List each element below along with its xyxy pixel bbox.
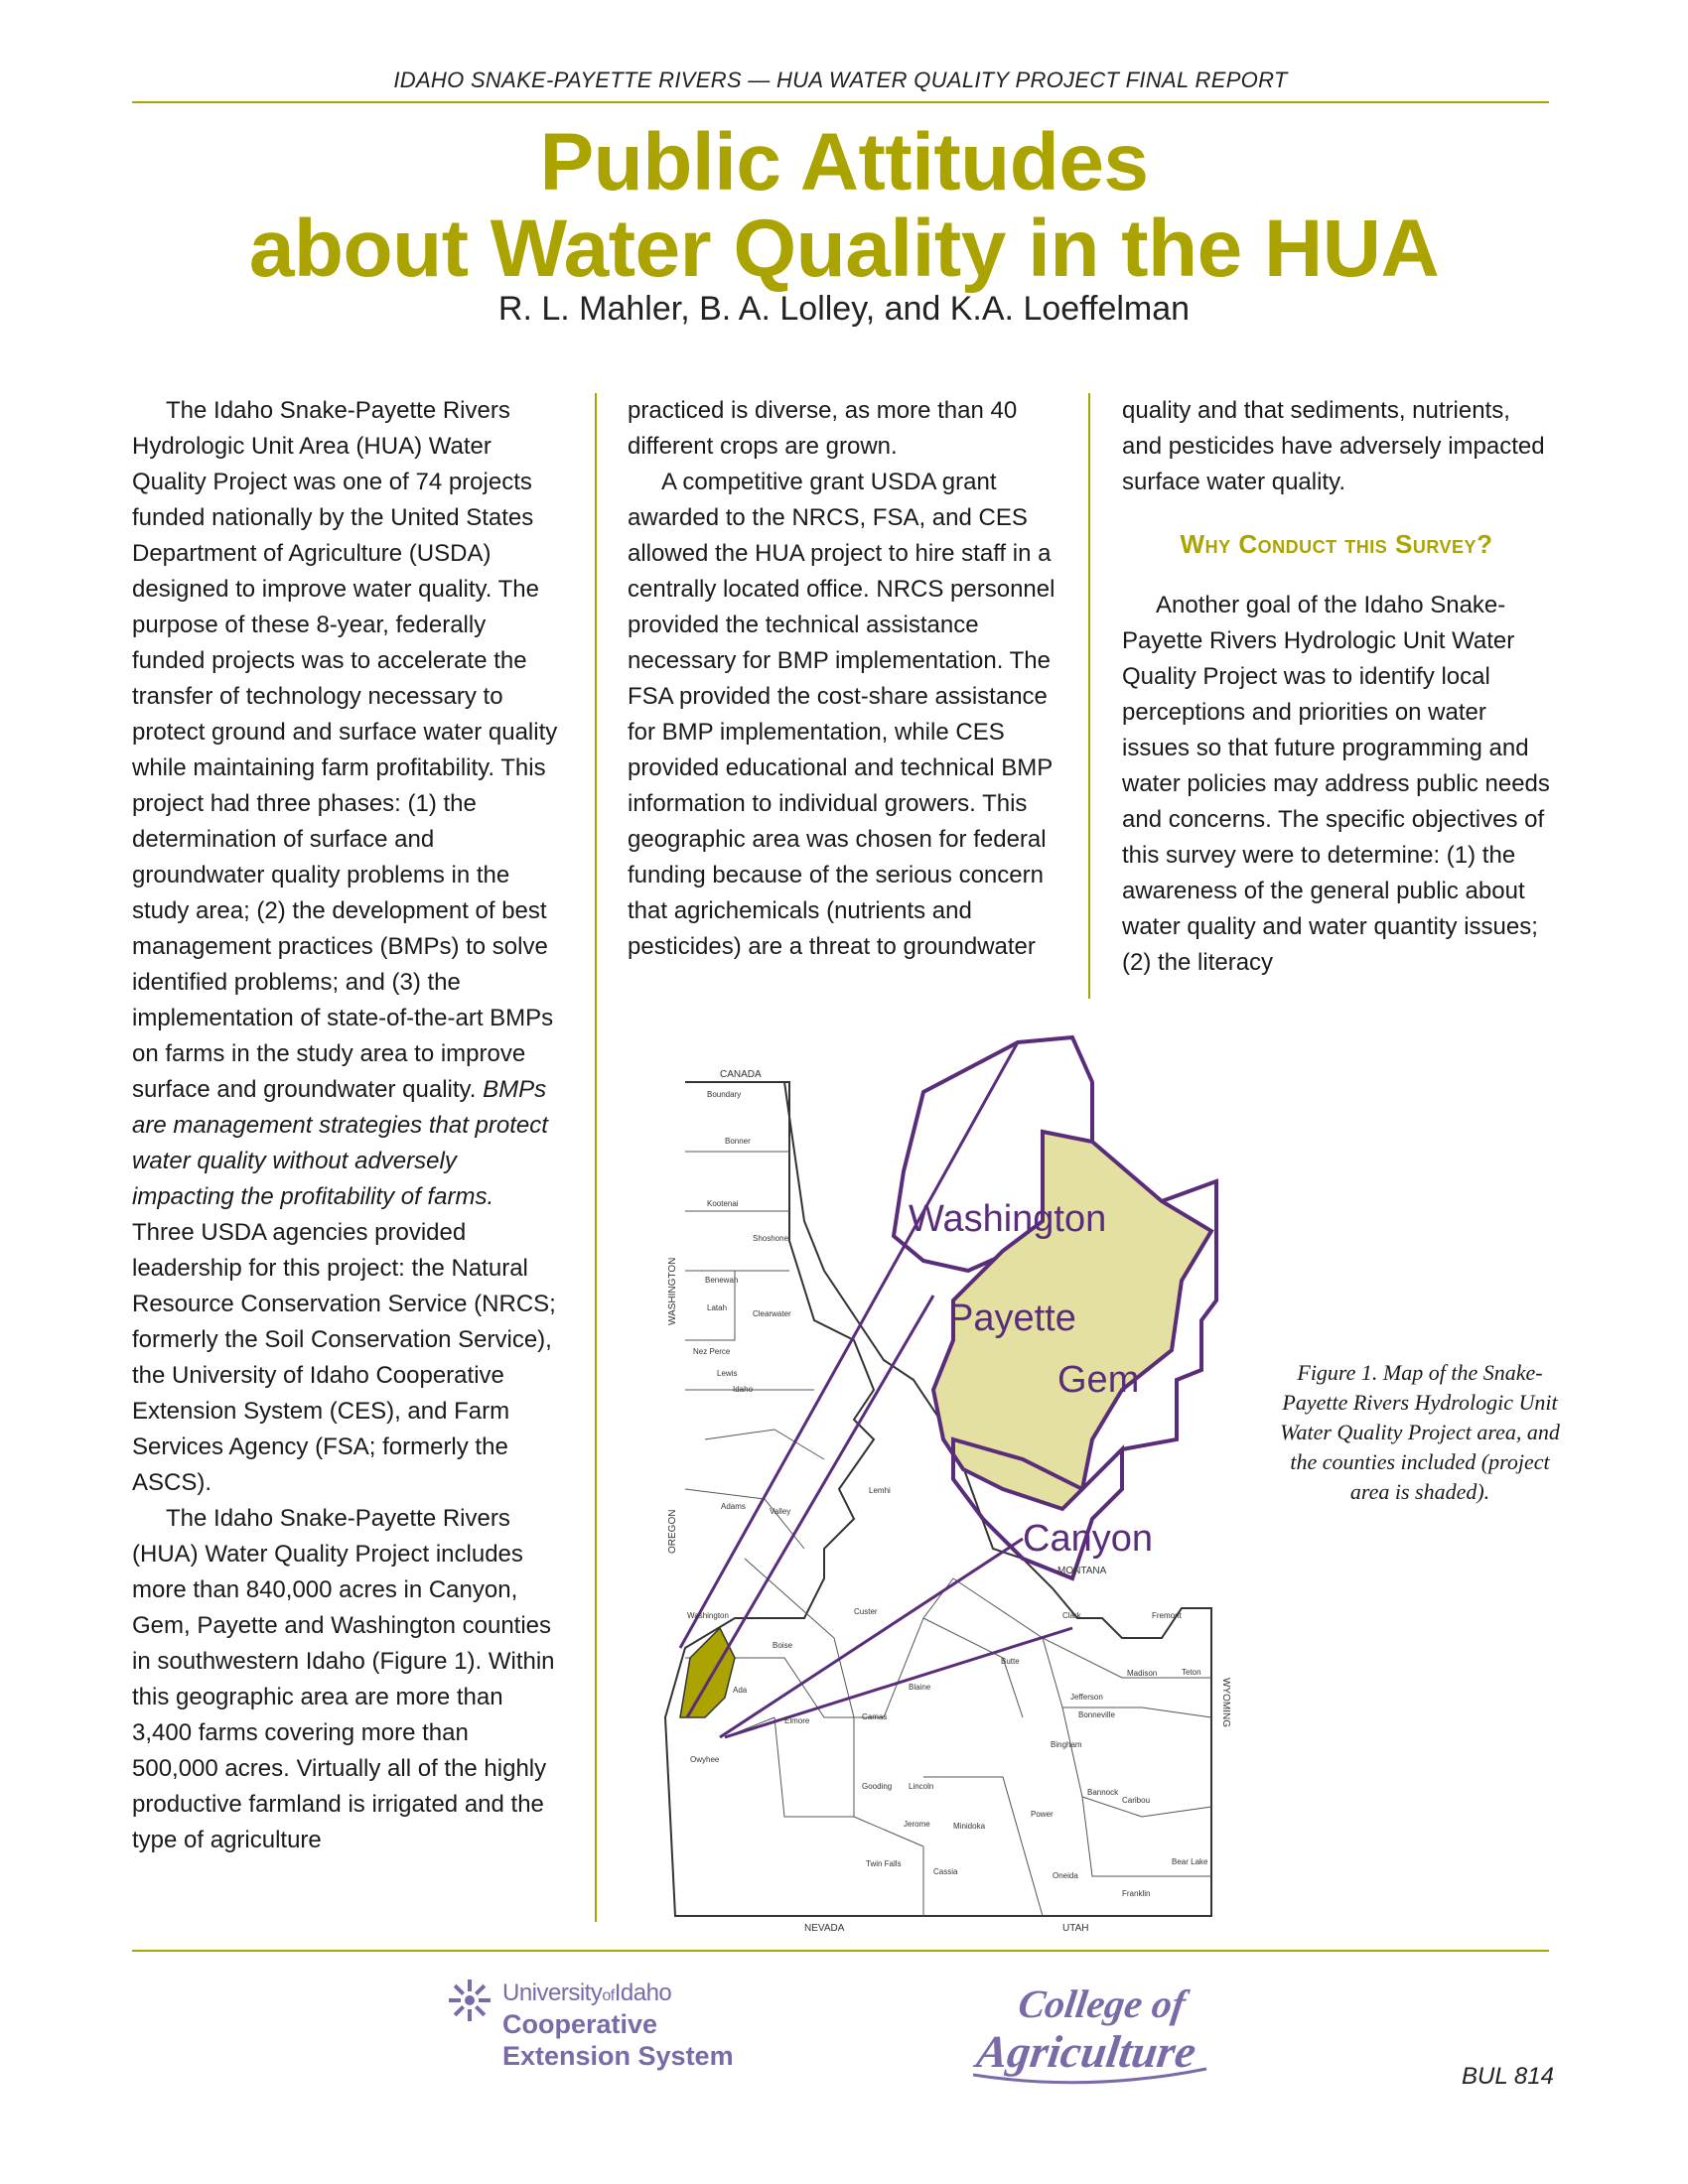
county-label: Clearwater [753,1309,791,1318]
county-label: Washington [687,1611,729,1620]
label-wyoming: WYOMING [1220,1678,1231,1727]
idaho-map-figure [626,1023,1281,1936]
bulletin-number: BUL 814 [1462,2063,1554,2090]
text-column-2 [628,393,1056,965]
county-label: Bonneville [1078,1710,1115,1719]
paragraph-3: practiced is diverse, as more than 40 different crops are grown. [628,397,1018,460]
footer-rule [132,1950,1549,1952]
label-utah: UTAH [1062,1923,1089,1934]
paragraph-2: The Idaho Snake-Payette Rivers (HUA) Water Quality Project includes more than 840,000 acres in Canyon, Gem, Payette and Washington counties in southwestern Idaho (Figure 1). Within this geographic area are more than 3,400 farms covering more than 500,000 acres. Virtually all of the highly productive farmland is irrigated and the type of agriculture [132,1505,555,1853]
label-washington-state: WASHINGTON [667,1257,678,1325]
county-label: Elmore [784,1716,810,1725]
paragraph-1 [132,393,561,1501]
county-label: Bannock [1087,1788,1119,1797]
county-label: Boundary [707,1090,742,1099]
inset-label-payette: Payette [948,1297,1076,1339]
county-label: Caribou [1122,1796,1151,1805]
paragraph-5: quality and that sediments, nutrients, and pesticides have adversely impacted surface water quality. [1122,397,1545,495]
inset-label-gem: Gem [1057,1359,1140,1401]
text-column-1 [132,393,561,1858]
label-nevada: NEVADA [804,1923,845,1934]
county-label: Minidoka [953,1822,986,1831]
county-label: Shoshone [753,1234,789,1243]
county-label: Twin Falls [866,1859,902,1868]
county-label: Camas [862,1712,888,1721]
section-heading: Why Conduct this Survey? [1180,529,1493,559]
paragraph-1-text: The Idaho Snake-Payette Rivers Hydrologic Unit Area (HUA) Water Quality Project was one of 74 projects funded nationally by the United States Department of Agriculture (USDA) designed to improve water quality. The purpose of these 8-year, federally funded projects was to accelerate the transfer of technology necessary to protect ground and surface water quality while maintaining farm profitability. This project had three phases: (1) the determination of surface and groundwater quality problems in the study area; (2) the development of best management practices (BMPs) to solve identified problems; and (3) the implementation of state-of-the-art BMPs on farms in the study area to improve surface and groundwater quality. [132,397,558,1103]
header-rule [132,101,1549,103]
text-column-3 [1122,393,1551,981]
logo-university-word: University [502,1979,603,2006]
county-label: Lincoln [909,1782,934,1791]
county-label: Latah [707,1303,728,1312]
county-label: Owyhee [690,1755,720,1764]
county-label: Adams [721,1502,746,1511]
label-canada: CANADA [720,1069,762,1080]
county-label: Fremont [1152,1611,1182,1620]
column-divider-2 [1088,393,1090,999]
county-label: Idaho [733,1385,754,1394]
county-label: Boise [773,1641,793,1650]
figure-caption: Figure 1. Map of the Snake-Payette Rivers Hydrologic Unit Water Quality Project area, and the counties included (project area is shaded). [1280,1360,1560,1504]
project-area-shaded [680,1628,735,1717]
logo-of-word: of [602,1987,615,2004]
paragraph-1-text-cont: Three USDA agencies provided leadership for this project: the Natural Resource Conservation Service (NRCS; formerly the Soil Conservation Service), the University of Idaho Cooperative Extension System (CES), and Farm Services Agency (FSA; formerly the ASCS). [132,1219,556,1496]
college-logo-svg [968,1976,1236,2095]
county-label: Gooding [862,1782,893,1791]
county-label: Jerome [904,1820,930,1829]
county-label: Valley [770,1507,791,1516]
paragraph-4: A competitive grant USDA grant awarded to the NRCS, FSA, and CES allowed the HUA project to hire staff in a centrally located office. NRCS personnel provided the technical assistance necessary for BMP implementation. The FSA provided the cost-share assistance for BMP implementation, while CES provided educational and technical BMP information to individual growers. This geographic area was chosen for federal funding because of the serious concern that agrichemicals (nutrients and pesticides) are a threat to groundwater [628,469,1055,960]
county-label: Power [1031,1810,1054,1819]
college-logo-line2: Agriculture [973,2026,1199,2077]
county-label: Nez Perce [693,1347,731,1356]
page-title-line2: about Water Quality in the HUA [248,204,1440,294]
label-oregon: OREGON [667,1509,678,1554]
label-montana: MONTANA [1057,1566,1107,1576]
county-label: Franklin [1122,1889,1151,1898]
county-label: Lemhi [869,1486,891,1495]
county-label: Benewah [705,1276,739,1285]
inset-label-washington: Washington [909,1198,1107,1240]
inset-counties [894,1037,1216,1578]
county-label: Jefferson [1070,1693,1103,1702]
paragraph-1-italic: BMPs are management strategies that protect water quality without adversely impacting the profitability of farms. [132,1076,548,1210]
extension-star-icon [447,1978,492,2023]
county-label: Bear Lake [1172,1857,1208,1866]
inset-label-canyon: Canyon [1023,1518,1153,1560]
county-label: Blaine [909,1683,931,1692]
county-label: Lewis [717,1369,738,1378]
county-label: Madison [1127,1669,1158,1678]
county-label: Custer [854,1607,878,1616]
county-label: Bonner [725,1137,751,1146]
university-of-idaho-logo [447,1976,765,2095]
logo-idaho-word: Idaho [614,1979,672,2006]
college-logo-line1: College of [1015,1981,1189,2026]
county-label: Kootenai [707,1199,739,1208]
idaho-map-svg [626,1023,1281,1936]
page-title-line1: Public Attitudes [539,117,1149,207]
county-label: Oneida [1053,1871,1078,1880]
logo-extension-system: Extension System [502,2041,734,2071]
county-label: Bingham [1051,1740,1082,1749]
county-label: Ada [733,1686,748,1695]
logo-university-name [502,1979,671,2007]
authors: R. L. Mahler, B. A. Lolley, and K.A. Loeffelman [497,290,1191,328]
county-label: Cassia [933,1867,958,1876]
county-label: Clark [1062,1611,1081,1620]
college-of-agriculture-logo [968,1976,1236,2095]
county-label: Teton [1182,1668,1201,1677]
running-header: IDAHO SNAKE-PAYETTE RIVERS — HUA WATER QUALITY PROJECT FINAL REPORT [393,68,1288,92]
county-label: Butte [1001,1657,1020,1666]
column-divider-1 [595,393,597,1922]
logo-cooperative: Cooperative [502,2009,658,2039]
paragraph-6: Another goal of the Idaho Snake-Payette Rivers Hydrologic Unit Water Quality Project was to identify local perceptions and priorities on water issues so that future programming and water policies may address public needs and concerns. The specific objectives of this survey were to determine: (1) the awareness of the general public about water quality and water quantity issues; (2) the literacy [1122,592,1550,976]
